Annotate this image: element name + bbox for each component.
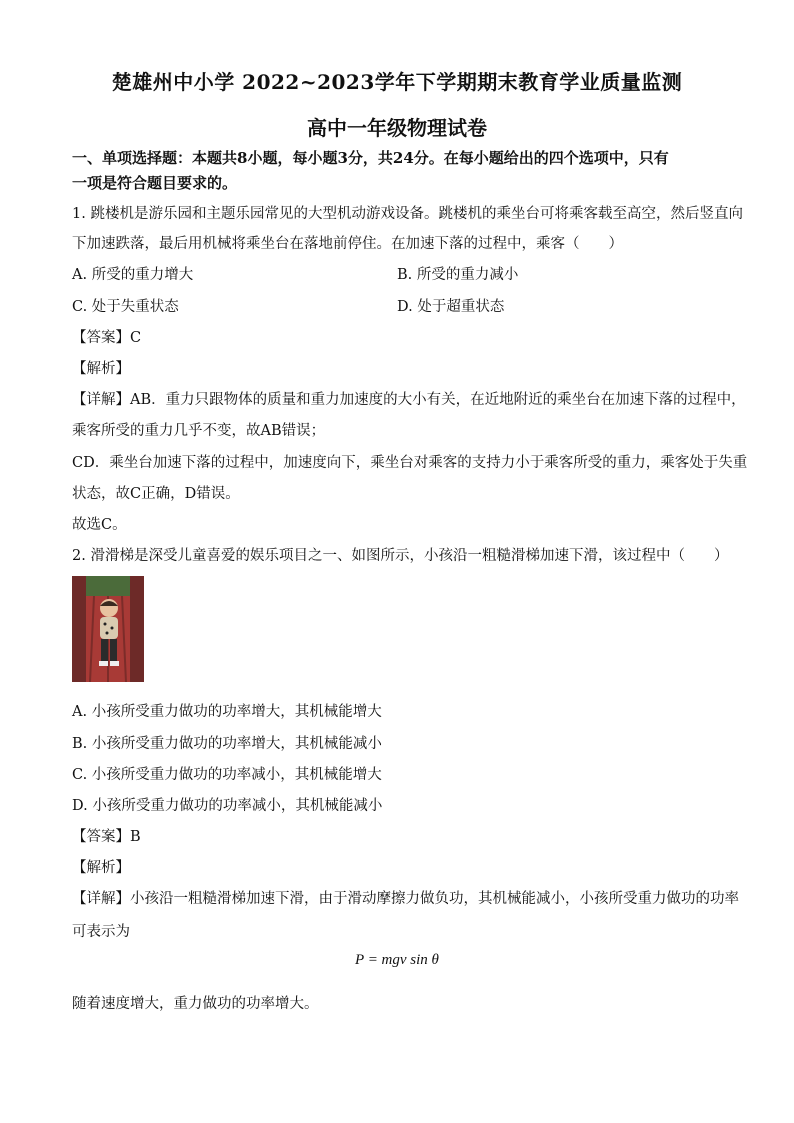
q1-detail-cd: CD．乘坐台加速下落的过程中，加速度向下，乘坐台对乘客的支持力小于乘客所受的重力，乘客处于失重 xyxy=(72,455,748,471)
q2-detail-end: 随着速度增大，重力做功的功率增大。 xyxy=(72,996,319,1012)
exam-subtitle: 高中一年级物理试卷 xyxy=(307,116,487,140)
q2-option-a: A. 小孩所受重力做功的功率增大，其机械能增大 xyxy=(72,704,382,720)
q1-option-a: A. 所受的重力增大 xyxy=(72,267,194,283)
q2-answer: 【答案】B xyxy=(72,829,141,845)
q2-detail: 【详解】小孩沿一粗糙滑梯加速下滑，由于滑动摩擦力做负功，其机械能减小，小孩所受重力做功的功率 xyxy=(72,891,739,907)
exam-title: 楚雄州中小学 2022~2023学年下学期期末教育学业质量监测 xyxy=(111,70,683,94)
q1-analysis-label: 【解析】 xyxy=(72,361,130,377)
section-heading: 一、单项选择题：本题共8小题，每小题3分，共24分。在每小题给出的四个选项中，只有 xyxy=(72,149,669,167)
q1-option-c: C. 处于失重状态 xyxy=(72,299,179,315)
power-formula: P = mgv sin θ xyxy=(355,952,439,968)
q2-detail-cont: 可表示为 xyxy=(72,924,130,940)
q1-detail-cd-cont: 状态，故C正确，D错误。 xyxy=(72,486,240,502)
slide-photo xyxy=(72,576,144,682)
q2-option-d: D. 小孩所受重力做功的功率减小，其机械能减小 xyxy=(72,798,383,814)
q2-stem: 2. 滑滑梯是深受儿童喜爱的娱乐项目之一、如图所示，小孩沿一粗糙滑梯加速下滑，该过程中（ ） xyxy=(72,548,729,564)
q1-option-b: B. 所受的重力减小 xyxy=(397,267,519,283)
q2-option-c: C. 小孩所受重力做功的功率减小，其机械能增大 xyxy=(72,767,382,783)
section-heading-cont: 一项是符合题目要求的。 xyxy=(72,174,238,192)
q2-option-b: B. 小孩所受重力做功的功率增大，其机械能减小 xyxy=(72,736,382,752)
q1-answer: 【答案】C xyxy=(72,330,142,346)
q1-conclusion: 故选C。 xyxy=(72,517,127,533)
q1-stem: 1. 跳楼机是游乐园和主题乐园常见的大型机动游戏设备。跳楼机的乘坐台可将乘客载至高空，然后竖直向 xyxy=(72,206,743,222)
q1-stem-cont: 下加速跌落，最后用机械将乘坐台在落地前停住。在加速下落的过程中，乘客（ ） xyxy=(72,236,623,252)
q1-detail-cont: 乘客所受的重力几乎不变，故AB错误； xyxy=(72,423,326,439)
q1-detail: 【详解】AB．重力只跟物体的质量和重力加速度的大小有关，在近地附近的乘坐台在加速下落的过程中， xyxy=(72,392,746,408)
q1-option-d: D. 处于超重状态 xyxy=(397,299,505,315)
q2-analysis-label: 【解析】 xyxy=(72,860,130,876)
